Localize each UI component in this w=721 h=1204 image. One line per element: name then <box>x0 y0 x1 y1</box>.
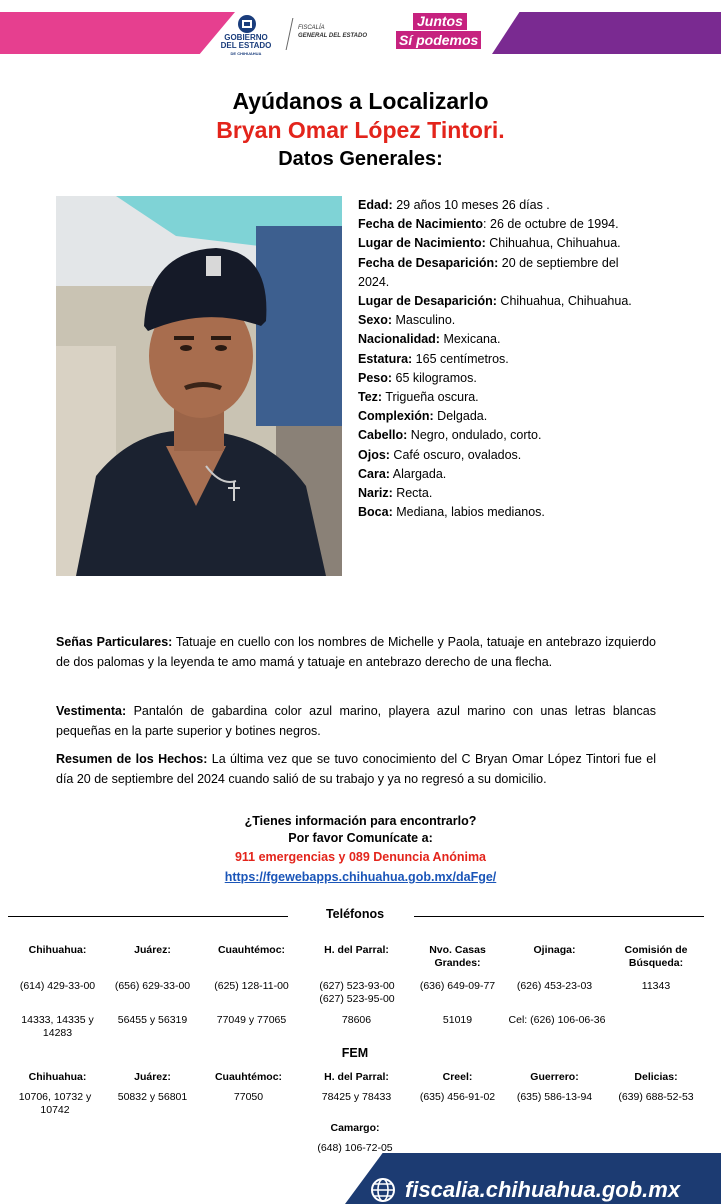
detail-value: : 26 de octubre de 1994. <box>483 217 619 232</box>
detail-value: 29 años 10 meses 26 días . <box>392 198 550 212</box>
detail-value: Mexicana. <box>439 332 501 347</box>
detail-label: Edad: <box>358 198 393 212</box>
phones-cell: 14333, 14335 y 14283 <box>21 1014 94 1039</box>
detail-label: Ojos: <box>358 447 390 462</box>
contact-question: ¿Tienes información para encontrarlo? <box>244 814 477 828</box>
detail-label: Cara: <box>358 466 390 481</box>
fiscalia-logo-text <box>298 24 378 40</box>
phones-cell: (625) 128-11-00 <box>214 980 289 992</box>
detail-label: Cabello: <box>358 428 408 443</box>
gob-sub-text: DE CHIHUAHUA <box>230 51 262 56</box>
detail-lugar-desaparicion <box>358 292 648 311</box>
fem-cell: (635) 586-13-94 <box>516 1091 593 1103</box>
emergency-numbers: 911 emergencias y 089 Denuncia Anónima <box>234 850 487 864</box>
detail-nariz <box>358 484 648 503</box>
detail-label: Boca: <box>358 505 393 520</box>
detail-value: 165 centímetros. <box>412 351 509 366</box>
globe-icon <box>369 1176 397 1204</box>
detail-label: Estatura: <box>358 351 413 366</box>
phones-cell: 77049 y 77065 <box>216 1014 287 1026</box>
detail-label: Fecha de Nacimiento <box>358 217 484 232</box>
phones-cell: 56455 y 56319 <box>117 1014 188 1026</box>
section-title-datos: Datos Generales: <box>278 148 443 170</box>
phones-rule-right <box>414 916 704 917</box>
detail-sexo <box>358 311 648 330</box>
phones-header-cell: Comisión de Búsqueda: <box>624 944 688 969</box>
header-purple-band <box>492 12 721 54</box>
detail-value: Delgada. <box>433 409 488 424</box>
detail-estatura <box>358 350 648 369</box>
detail-fecha-nacimiento <box>358 215 648 234</box>
fem-header-cell: Delicias: <box>634 1071 678 1083</box>
detail-value: Café oscuro, ovalados. <box>389 447 522 462</box>
fem-header-cell: H. del Parral: <box>324 1071 389 1083</box>
detail-label: Fecha de Desaparición: <box>358 255 499 270</box>
resumen-label: Resumen de los Hechos: <box>56 752 208 766</box>
detail-label: Lugar de Desaparición: <box>358 294 497 309</box>
phones-cell: (614) 429-33-00 <box>19 980 96 992</box>
missing-person-name: Bryan Omar López Tintori. <box>216 117 505 143</box>
slogan-line-2: Sí podemos <box>396 31 481 49</box>
detail-lugar-nacimiento <box>358 234 648 253</box>
camargo-phone: (648) 106-72-05 <box>317 1142 393 1154</box>
detail-label: Sexo: <box>358 313 393 328</box>
footer-website[interactable]: fiscalia.chihuahua.gob.mx <box>405 1177 681 1202</box>
phones-cell: Cel: (626) 106-06-36 <box>508 1014 606 1026</box>
phones-header-cell: Ojinaga: <box>533 944 576 956</box>
header-divider <box>286 18 294 50</box>
senas-particulares-paragraph <box>56 633 656 672</box>
fem-title: FEM <box>341 1046 369 1060</box>
fem-header-cell: Creel: <box>442 1071 473 1083</box>
fem-header-cell: Juárez: <box>134 1071 171 1083</box>
detail-boca <box>358 503 648 522</box>
detail-edad <box>358 196 648 215</box>
phones-header-cell: H. del Parral: <box>324 944 389 956</box>
detail-peso <box>358 369 648 388</box>
fem-header-cell: Guerrero: <box>530 1071 579 1083</box>
detail-value: Chihuahua, Chihuahua. <box>496 294 632 309</box>
detail-label: Peso: <box>358 370 393 385</box>
fem-cell: (639) 688-52-53 <box>618 1091 694 1103</box>
general-data-list <box>358 196 648 522</box>
fem-cell: 10706, 10732 y 10742 <box>18 1091 92 1116</box>
vestimenta-label: Vestimenta: <box>56 704 127 718</box>
detail-value: Chihuahua, Chihuahua. <box>485 236 621 251</box>
fem-cell: 78425 y 78433 <box>321 1091 392 1103</box>
detail-value: 65 kilogramos. <box>392 370 477 385</box>
phones-cell: 78606 <box>341 1014 372 1026</box>
fem-cell: (635) 456-91-02 <box>419 1091 496 1103</box>
gobierno-logo-text <box>215 34 277 50</box>
detail-fecha-desaparicion <box>358 254 648 292</box>
detail-label: Tez: <box>358 390 383 405</box>
detail-ojos <box>358 446 648 465</box>
page-title: Ayúdanos a Localizarlo <box>232 88 489 114</box>
person-photo <box>56 196 342 576</box>
detail-value: Masculino. <box>392 313 456 328</box>
fem-header-cell: Cuauhtémoc: <box>214 1071 283 1083</box>
fiscalia-line-1: FISCALÍA <box>298 25 325 31</box>
phones-cell: 11343 <box>641 980 671 992</box>
resumen-paragraph <box>56 750 656 789</box>
detail-label: Nacionalidad: <box>358 332 440 347</box>
detail-value: Alargada. <box>389 466 447 481</box>
detail-value: Recta. <box>392 486 433 501</box>
gob-name-line-1: GOBIERNO <box>224 33 268 42</box>
header-pink-band <box>0 12 235 54</box>
detail-value: 20 de septiembre del 2024. <box>358 255 619 289</box>
phones-cell: (627) 523-93-00 (627) 523-95-00 <box>319 980 395 1005</box>
detail-cabello <box>358 426 648 445</box>
detail-label: Lugar de Nacimiento: <box>358 236 486 251</box>
fem-cell: 50832 y 56801 <box>117 1091 188 1103</box>
phones-title: Teléfonos <box>325 907 385 921</box>
senas-label: Señas Particulares: <box>56 635 173 649</box>
camargo-label: Camargo: <box>330 1122 380 1134</box>
detail-tez <box>358 388 648 407</box>
detail-value: Trigueña oscura. <box>382 390 479 405</box>
senas-text: Tatuaje en cuello con los nombres de Michelle y Paola, tatuaje en antebrazo izquierdo de dos palomas y la leyenda te amo mamá y tatuaje en antebrazo derecho de una flecha. <box>56 635 656 669</box>
detail-nacionalidad <box>358 330 648 349</box>
detail-cara <box>358 465 648 484</box>
phones-cell: (626) 453-23-03 <box>516 980 593 992</box>
phones-rule-left <box>8 916 288 917</box>
report-link[interactable]: https://fgewebapps.chihuahua.gob.mx/daFge/ <box>224 870 497 884</box>
detail-label: Nariz: <box>358 486 393 501</box>
phones-header-cell: Juárez: <box>134 944 171 956</box>
phones-cell: (636) 649-09-77 <box>419 980 496 992</box>
contact-please: Por favor Comunícate a: <box>288 831 433 845</box>
state-seal-icon <box>237 14 257 34</box>
slogan-line-1: Juntos <box>413 13 467 30</box>
vestimenta-text: Pantalón de gabardina color azul marino, playera azul marino con unas letras blancas pequeñas en la parte superior y botines negros. <box>56 704 656 738</box>
detail-value: Mediana, labios medianos. <box>392 505 545 520</box>
phones-cell: 51019 <box>442 1014 473 1026</box>
detail-label: Complexión: <box>358 409 434 424</box>
phones-header-cell: Cuauhtémoc: <box>217 944 286 956</box>
fem-cell: 77050 <box>233 1091 264 1103</box>
detail-complexion <box>358 407 648 426</box>
phones-header-cell: Chihuahua: <box>28 944 87 956</box>
detail-value: Negro, ondulado, corto. <box>407 428 542 443</box>
fem-header-cell: Chihuahua: <box>28 1071 87 1083</box>
fiscalia-line-2: GENERAL DEL ESTADO <box>298 33 368 39</box>
resumen-text: La última vez que se tuvo conocimiento del C Bryan Omar López Tintori fue el día 20 de septiembre del 2024 cuando salió de su trabajo y ya no regresó a su domicilio. <box>56 752 656 786</box>
gob-name-line-2: DEL ESTADO <box>220 41 272 50</box>
phones-header-cell: Nvo. Casas Grandes: <box>429 944 486 969</box>
vestimenta-paragraph <box>56 702 656 741</box>
phones-cell: (656) 629-33-00 <box>114 980 191 992</box>
